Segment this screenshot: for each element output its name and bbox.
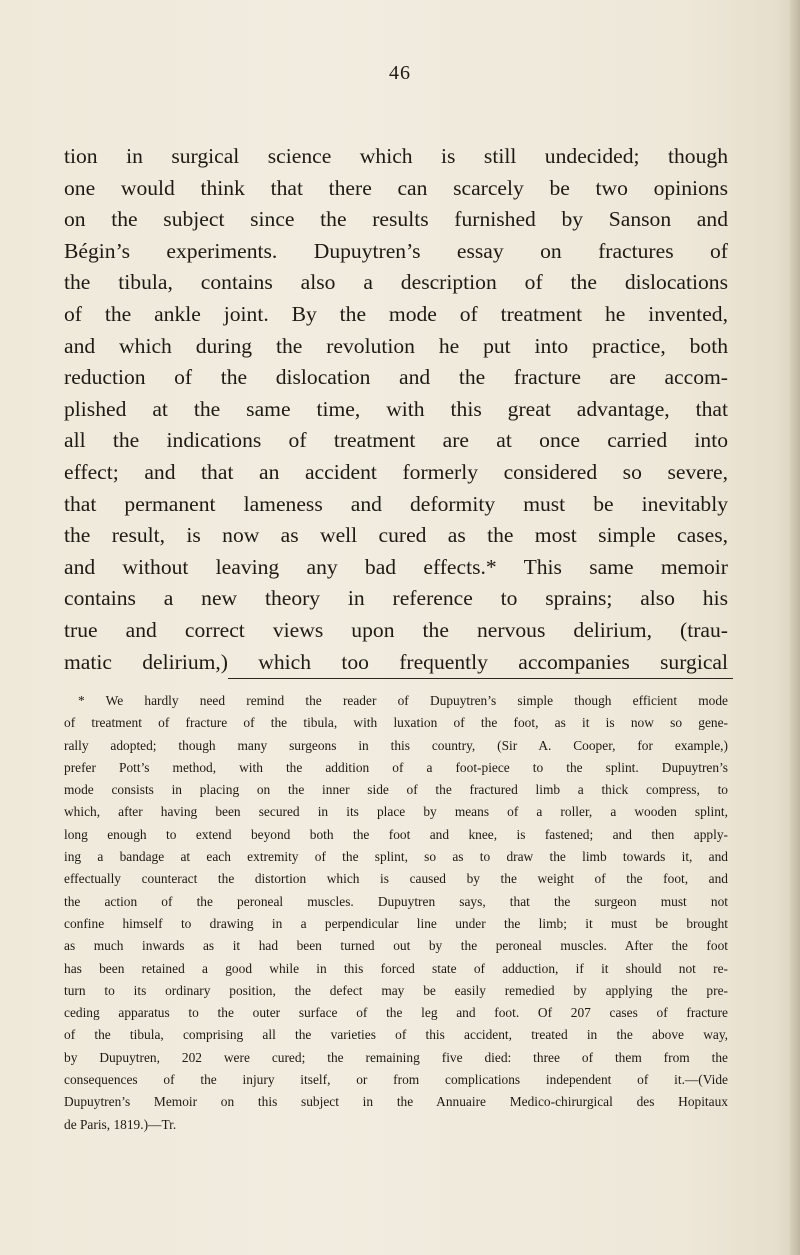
footnote-line: the action of the peroneal muscles. Dupuytren says, that the surgeon must not	[64, 893, 728, 909]
body-line: that permanent lameness and deformity must be inevitably	[64, 491, 728, 516]
footnote-line: Dupuytren’s Memoir on this subject in the Annuaire Medico-chirurgical des Hopitaux	[64, 1094, 728, 1110]
footnote-line: which, after having been secured in its place by means of a roller, a wooden splint,	[64, 804, 728, 820]
footnote-line: mode consists in placing on the inner side of the fractured limb a thick compress, to	[64, 782, 728, 798]
body-line: matic delirium,) which too frequently accompanies surgical	[64, 649, 728, 674]
footnote-line: by Dupuytren, 202 were cured; the remaining five died: three of them from the	[64, 1049, 728, 1065]
body-line: all the indications of treatment are at once carried into	[64, 428, 728, 453]
body-line: the tibula, contains also a description of the dislocations	[64, 270, 728, 295]
body-line: of the ankle joint. By the mode of treatment he invented,	[64, 301, 728, 326]
footnote-line: turn to its ordinary position, the defect may be easily remedied by applying the pre-	[64, 982, 728, 998]
footnote-line: confine himself to drawing in a perpendicular line under the limb; it must be brought	[64, 915, 728, 931]
footnote-line: of the tibula, comprising all the varieties of this accident, treated in the above way,	[64, 1027, 728, 1043]
footnote-line: de Paris, 1819.)—Tr.	[64, 1116, 177, 1132]
footnote-line: * We hardly need remind the reader of Dupuytren’s simple though efficient mode	[78, 693, 728, 708]
body-line: Bégin’s experiments. Dupuytren’s essay on fractures of	[64, 238, 728, 263]
body-line: true and correct views upon the nervous delirium, (trau-	[64, 617, 728, 642]
footnote-line: ceding apparatus to the outer surface of the leg and foot. Of 207 cases of fracture	[64, 1005, 728, 1021]
page-edge-shadow	[790, 0, 800, 1255]
footnote-line: ing a bandage at each extremity of the splint, so as to draw the limb towards it, and	[64, 849, 728, 865]
footnote-line: consequences of the injury itself, or from complications independent of it.—(Vide	[64, 1072, 728, 1088]
footnote-line: of treatment of fracture of the tibula, with luxation of the foot, as it is now so gene-	[64, 715, 728, 731]
footnote-line: has been retained a good while in this forced state of adduction, if it should not re-	[64, 960, 728, 976]
body-line: plished at the same time, with this great advantage, that	[64, 396, 728, 421]
footnote-line: long enough to extend beyond both the foot and knee, is fastened; and then apply-	[64, 826, 728, 842]
body-line: effect; and that an accident formerly considered so severe,	[64, 459, 728, 484]
footnote-line: as much inwards as it had been turned out by the peroneal muscles. After the foot	[64, 938, 728, 954]
body-line: and which during the revolution he put into practice, both	[64, 333, 728, 358]
body-line: contains a new theory in reference to sprains; also his	[64, 586, 728, 611]
page-number: 46	[389, 62, 411, 84]
footnote	[64, 690, 728, 1136]
footnote-line: effectually counteract the distortion which is caused by the weight of the foot, and	[64, 871, 728, 887]
body-text	[64, 141, 728, 678]
footnote-line: prefer Pott’s method, with the addition of a foot-piece to the splint. Dupuytren’s	[64, 759, 728, 775]
body-line: tion in surgical science which is still undecided; though	[64, 144, 728, 168]
footnote-line: rally adopted; though many surgeons in this country, (Sir A. Cooper, for example,)	[64, 737, 728, 753]
body-line: reduction of the dislocation and the fracture are accom-	[64, 365, 728, 390]
body-line: on the subject since the results furnished by Sanson and	[64, 207, 728, 232]
body-line: and without leaving any bad effects.* This same memoir	[64, 554, 728, 579]
body-line: one would think that there can scarcely be two opinions	[64, 175, 728, 200]
footnote-rule	[228, 678, 733, 679]
body-line: the result, is now as well cured as the most simple cases,	[64, 523, 728, 548]
